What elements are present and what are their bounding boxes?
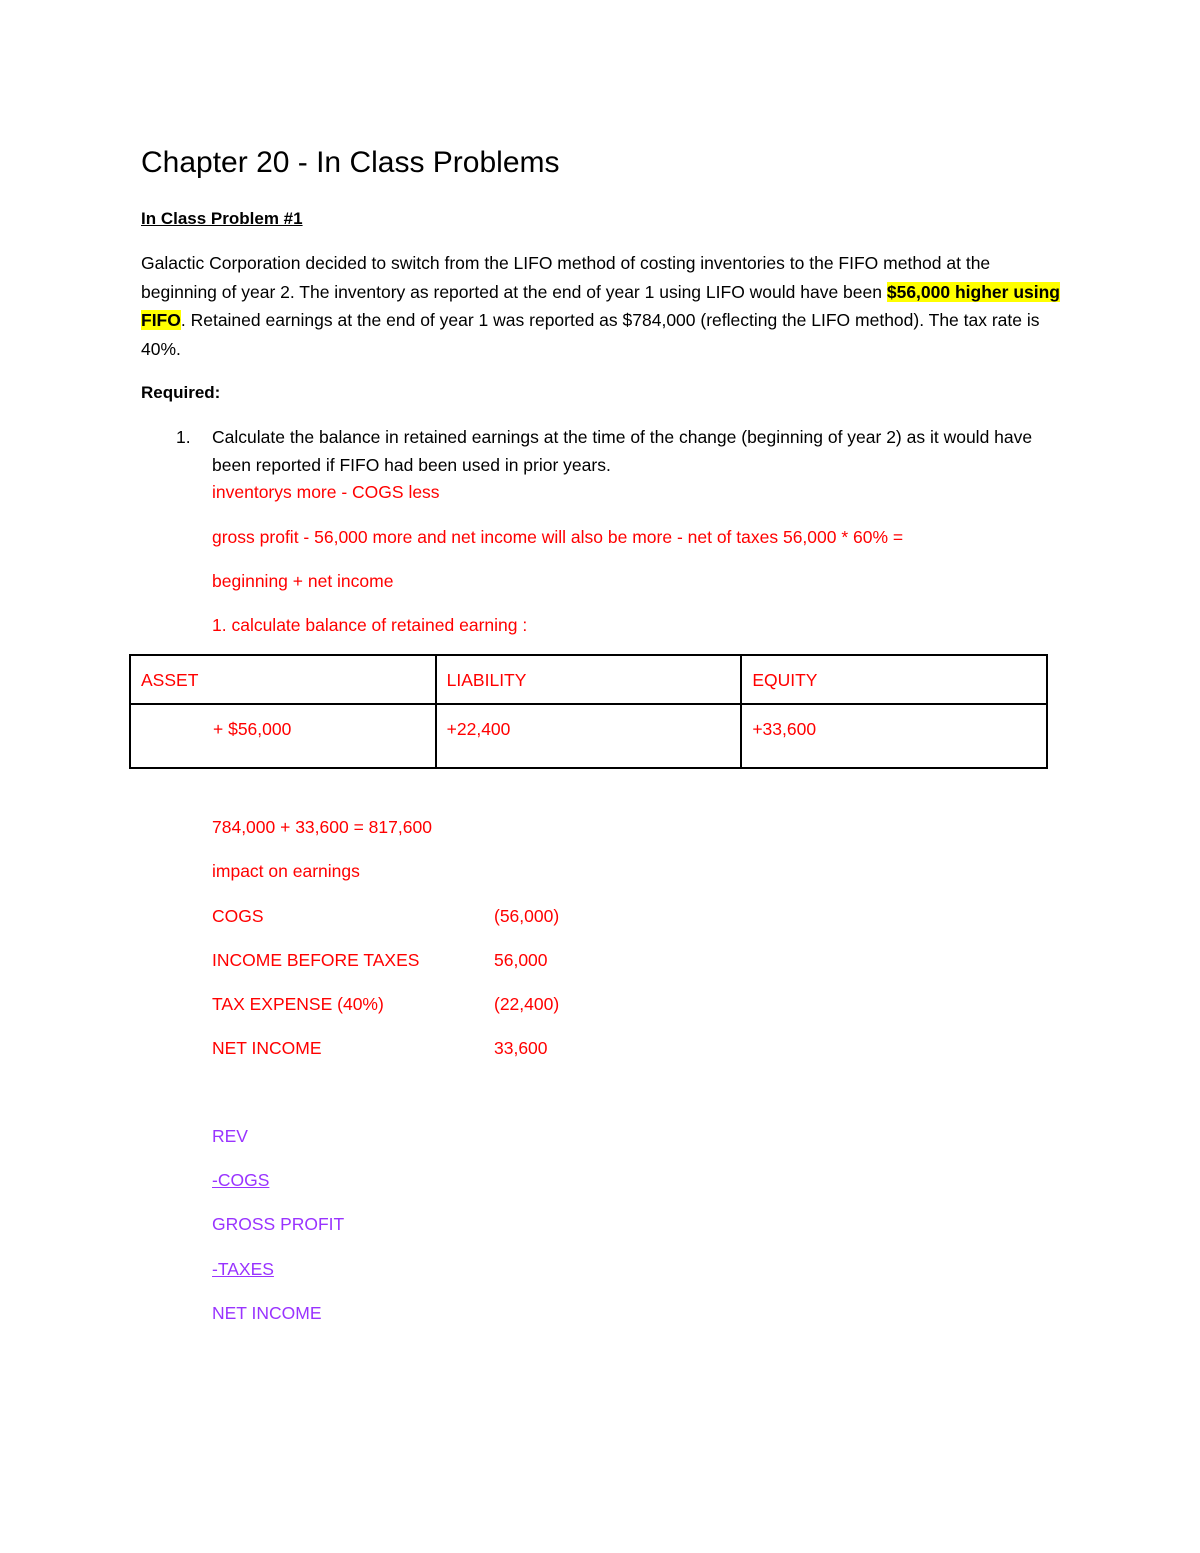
note-line-2: gross profit - 56,000 more and net income will also be more - net of taxes 56,000 * 60% = [212,527,904,547]
required-label: Required: [141,383,221,402]
impact-label-net-income: NET INCOME [212,1038,322,1058]
value-asset: + $56,000 [213,719,292,739]
table-cell [741,655,1047,704]
note-line-4: 1. calculate balance of retained earning : [212,615,528,635]
paragraph-part-1: Galactic Corporation decided to switch from the LIFO method of costing inventories to the FIFO method at the beginning of year 2. The inventory as reported at the end of year 1 using LIFO would have been [141,253,991,302]
table-cell [436,704,742,768]
question-number: 1. [176,427,191,447]
impact-heading: impact on earnings [212,861,360,881]
impact-value-net-income: 33,600 [494,1038,548,1058]
outline-gross-profit: GROSS PROFIT [212,1214,345,1234]
paragraph-part-2: . Retained earnings at the end of year 1 was reported as $784,000 (reflecting the LIFO method). The tax rate is 40%. [141,310,1040,359]
impact-value-cogs: (56,000) [494,906,560,926]
impact-value-tax-expense: (22,400) [494,994,560,1014]
note-line-3: beginning + net income [212,571,394,591]
value-equity: +33,600 [752,719,817,739]
header-equity: EQUITY [752,670,818,690]
question-text: Calculate the balance in retained earnings at the time of the change (beginning of year 2) as it would have been reported if FIFO had been used in prior years. [212,427,1033,475]
table-header-row [130,655,1047,704]
problem-heading: In Class Problem #1 [141,209,303,228]
table-cell [741,704,1047,768]
outline-rev: REV [212,1126,248,1146]
table-cell [130,704,436,768]
outline-cogs: -COGS [212,1170,270,1190]
impact-label-income-before-taxes: INCOME BEFORE TAXES [212,950,420,970]
header-liability: LIABILITY [446,670,527,690]
page-title: Chapter 20 - In Class Problems [141,146,560,179]
note-line-1: inventorys more - COGS less [212,482,440,502]
accounting-equation-table [129,654,1048,769]
table-row [130,704,1047,768]
outline-net-income: NET INCOME [212,1303,322,1323]
calculation-line: 784,000 + 33,600 = 817,600 [212,817,432,837]
impact-label-tax-expense: TAX EXPENSE (40%) [212,994,384,1014]
impact-label-cogs: COGS [212,906,264,926]
outline-taxes: -TAXES [212,1259,274,1279]
impact-value-income-before-taxes: 56,000 [494,950,548,970]
highlighted-text: $56,000 higher using FIFO [141,281,1060,330]
header-asset: ASSET [141,670,199,690]
table-cell [436,655,742,704]
problem-paragraph [141,249,1061,363]
table-cell [130,655,436,704]
value-liability: +22,400 [446,719,511,739]
